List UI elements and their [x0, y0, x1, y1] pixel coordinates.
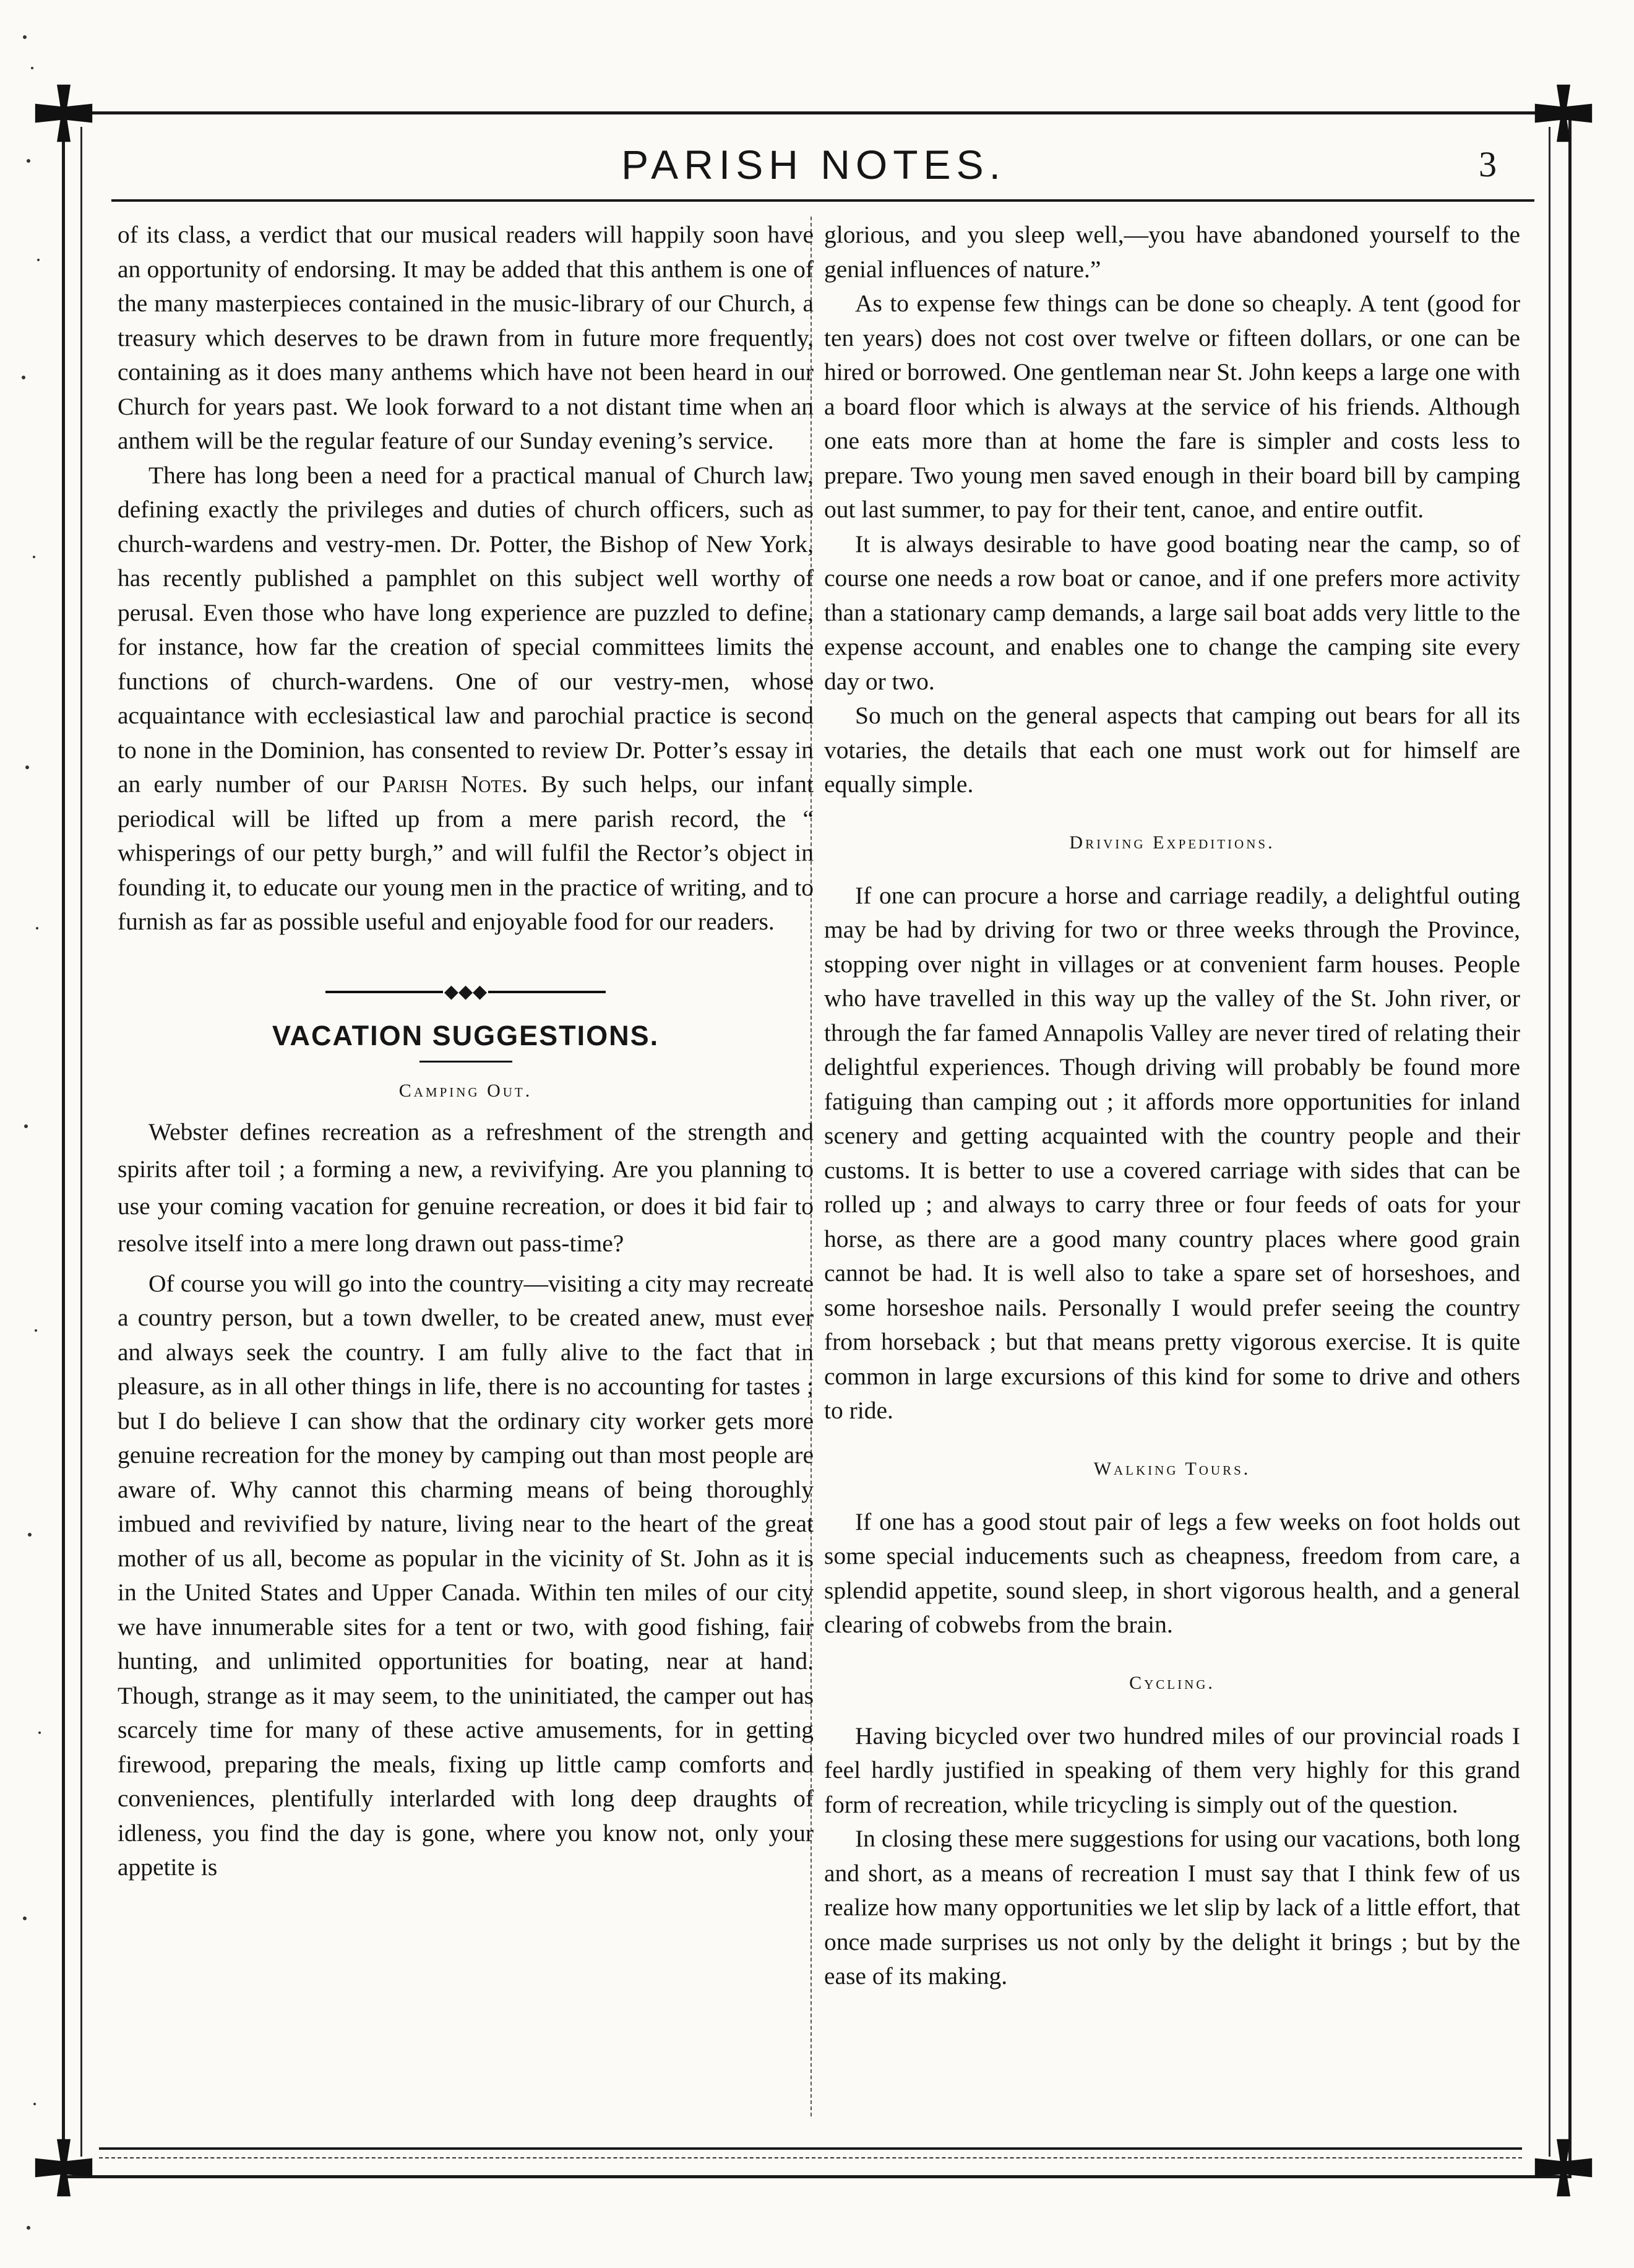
section-title: VACATION SUGGESTIONS.	[272, 1019, 660, 1051]
footer-rule-dashed	[99, 2157, 1522, 2158]
paragraph: If one can procure a horse and carriage readily, a delightful outing may be had by driving for two or three weeks through the Province, stopping over night in villages or at convenient farm houses. People who have travelled in this way up the valley of the St. John river, or through the far famed Annapolis Valley are never tired of relating their delightful experiences. Though driving will probably be found more fatiguing than camping out ; it affords more opportunities for inland scenery and getting acquainted with the country people and their customs. It is better to use a covered carriage with sides that can be rolled up ; and always to carry three or four feeds of oats for your horse, as there are a good many country places where good grain cannot be had. It is well also to take a spare set of horseshoes, and some horseshoe nails. Personally I would prefer seeing the country from horseback ; but that means pretty vigorous exercise. It is quite common in large excursions of this kind for some to drive and others to ride.	[824, 881, 1520, 1424]
diamond-ornament-icon: ◆◆◆	[444, 981, 488, 1002]
ornament-line	[325, 991, 443, 993]
footer-rule	[99, 2147, 1522, 2150]
paragraph: It is always desirable to have good boating near the camp, so of course one needs a row boat or canoe, and if one prefers more activity than a stationary camp demands, a large sail boat adds very little to the expense account, and enables one to change the camping site every day or two.	[824, 530, 1520, 695]
subheading: Walking Tours.	[1093, 1458, 1251, 1479]
scan-edge-noise	[0, 0, 56, 2268]
title-rule	[419, 1061, 512, 1063]
subheading: Camping Out.	[398, 1080, 533, 1101]
paragraph: If one has a good stout pair of legs a few weeks on foot holds out some special inducements such as cheapness, freedom from care, a splendid appetite, sound sleep, in short vigorous health, and a general clearing of cobwebs from the brain.	[824, 1507, 1520, 1638]
ornament-line	[488, 991, 606, 993]
subheading: Driving Expeditions.	[1069, 832, 1275, 853]
running-title: PARISH NOTES.	[621, 142, 1006, 188]
paragraph: of its class, a verdict that our musical readers will happily soon have an opportunity of endorsing. It may be added that this anthem is one of the many masterpieces contained in the music-library of our Church, a treasury which deserves to be drawn from in future more frequently, containing as it does many anthems which have not been heard in our Church for years past. We look forward to a not distant time when an anthem will be the regular feature of our Sunday evening’s service.	[118, 221, 814, 454]
paragraph: glorious, and you sleep well,—you have abandoned yourself to the genial influences of nature.”	[824, 221, 1520, 283]
page-number: 3	[1479, 144, 1497, 184]
paragraph: Having bicycled over two hundred miles of our provincial roads I feel hardly justified in speaking of them very highly for this grand form of recreation, while tricycling is simply out of the question.	[824, 1722, 1520, 1818]
paragraph: Webster defines recreation as a refreshment of the strength and spirits after toil ; a forming a new, a revivifying. Are you planning to use your coming vacation for genuine recreation, or does it bid fair to resolve itself into a mere long drawn out pass-time?	[118, 1118, 814, 1257]
right-column	[824, 218, 1520, 1994]
journal-name: Parish Notes.	[382, 770, 528, 798]
header-rule	[111, 199, 1534, 202]
paragraph	[118, 459, 814, 939]
paragraph-text: There has long been a need for a practical manual of Church law, defining exactly the privileges and duties of church officers, such as church-wardens and vestry-men. Dr. Potter, the Bishop of New York, has recently published a pamphlet on this subject well worthy of perusal. Even those who have long experience are puzzled to define, for instance, how far the creation of special committees limits the functions of church-wardens. One of our vestry-men, whose acquaintance with ecclesiastical law and parochial practice is second to none in the Dominion, has consented to review Dr. Potter’s essay in an early number of our	[118, 461, 814, 798]
paragraph: So much on the general aspects that camping out bears for all its votaries, the details that each one must work out for himself are equally simple.	[824, 702, 1520, 798]
section-ornament	[118, 983, 814, 1001]
paragraph: Of course you will go into the country—visiting a city may recreate a country person, but a town dweller, to be created anew, must ever and always seek the country. I am fully alive to the fact that in pleasure, as in all other things in life, there is no accounting for tastes ; but I do believe I can show that the ordinary city worker gets more genuine recreation for the money by camping out than most people are aware of. Why cannot this charming means of being thoroughly imbued and revivified by nature, living near to the heart of the great mother of us all, become as popular in the vicinity of St. John as it is in the United States and Upper Canada. Within ten miles of our city we have innumerable sites for a tent or two, with good fishing, fair hunting, and unlimited opportunities for boating, near at hand. Though, strange as it may seem, to the uninitiated, the camper out has scarcely time for many of these active amusements, for in getting firewood, preparing the meals, fixing up little camp comforts and conveniences, plentifully interlarded with long deep draughts of idleness, you find the day is gone, where you know not, only your appetite is	[118, 1269, 814, 1881]
cross-pattee-icon	[1529, 79, 1597, 147]
subheading: Cycling.	[1129, 1672, 1215, 1693]
paragraph: As to expense few things can be done so cheaply. A tent (good for ten years) does not cost over twelve or fifteen dollars, or one can be hired or borrowed. One gentleman near St. John keeps a large one with a board floor which is always at the service of his friends. Although one eats more than at home the fare is simpler and costs less to prepare. Two young men saved enough in their board bill by camping out last summer, to pay for their tent, canoe, and entire outfit.	[824, 290, 1520, 523]
paragraph: In closing these mere suggestions for using our vacations, both long and short, as a means of recreation I must say that I think few of us realize how many opportunities we let slip by lack of a little effort, that once made surprises us not only by the delight it brings ; but by the ease of its making.	[824, 1825, 1520, 1990]
cross-pattee-icon	[1529, 2134, 1597, 2202]
paragraph-text: By such helps, our infant periodical will be lifted up from a mere parish record, the “ whisperings of our petty burgh,” and will fulfil the Rector’s object in founding it, to educate our young men in the practice of writing, and to furnish as far as possible useful and enjoyable food for our readers.	[118, 770, 814, 935]
left-column	[118, 218, 814, 1885]
